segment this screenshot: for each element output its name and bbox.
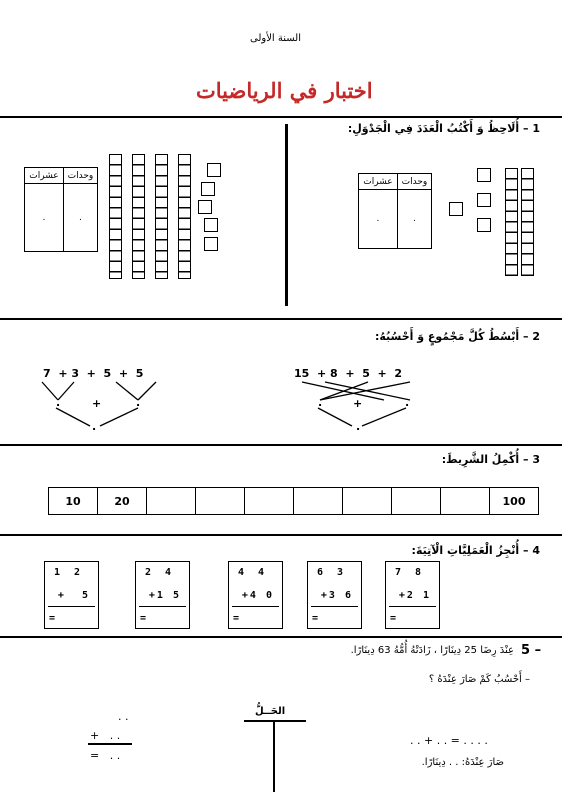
sum-line xyxy=(311,606,358,607)
vertical-top[interactable]: . . xyxy=(118,710,129,723)
unit-cube xyxy=(477,168,491,182)
divider-5 xyxy=(0,636,562,638)
sum-line xyxy=(48,606,95,607)
strip-cell[interactable]: 100 xyxy=(489,488,538,514)
sum-line xyxy=(232,606,279,607)
addition-card[interactable] xyxy=(135,561,190,629)
strip-cell[interactable] xyxy=(146,488,195,514)
q4-label: 4 – أُنْجِزُ الْعَمَلِيَّاتِ الْآتِيَةَ: xyxy=(411,544,540,557)
unit-cube xyxy=(201,182,215,196)
addition-card[interactable] xyxy=(228,561,283,629)
addition-card[interactable] xyxy=(307,561,362,629)
addend-top: 6 3 xyxy=(316,567,347,578)
number-strip xyxy=(48,487,539,515)
tens-header: عشرات xyxy=(359,174,398,190)
q1-center-divider xyxy=(285,124,288,306)
q1-right-place-value-table xyxy=(358,173,432,249)
units-answer[interactable]: . xyxy=(63,184,97,252)
q2-right-plus: + xyxy=(353,397,363,410)
divider-2 xyxy=(0,318,562,320)
q2-right-expression: 15 + 8 + 5 + 2 xyxy=(294,367,403,380)
units-answer[interactable]: . xyxy=(397,190,431,249)
q2-left-result-dot: . xyxy=(92,420,97,433)
q5-number: 5 – xyxy=(521,643,542,658)
answer-sentence[interactable]: صَارَ عِنْدَهُ: . . دِينَارًا. xyxy=(421,757,504,768)
equation-blank[interactable]: . . + . . = . . . . xyxy=(410,734,488,747)
addend-bottom: +1 5 xyxy=(148,590,181,601)
equals-sign: = xyxy=(312,613,319,624)
vertical-result[interactable]: = . . xyxy=(90,749,121,762)
addition-card[interactable] xyxy=(385,561,440,629)
addition-card[interactable] xyxy=(44,561,99,629)
tens-answer[interactable]: . xyxy=(359,190,398,249)
q2-right-dot: . xyxy=(405,396,410,409)
addend-top: 1 2 xyxy=(53,567,84,578)
solution-bar xyxy=(244,720,306,722)
addend-bottom: +2 1 xyxy=(398,590,431,601)
strip-cell[interactable] xyxy=(195,488,244,514)
solution-label: الحَــلُّ xyxy=(255,706,286,717)
equals-sign: = xyxy=(233,613,240,624)
unit-cube xyxy=(207,163,221,177)
addend-bottom: +4 0 xyxy=(241,590,274,601)
unit-cube xyxy=(477,218,491,232)
unit-cube xyxy=(204,237,218,251)
strip-cell[interactable] xyxy=(440,488,489,514)
ten-rod xyxy=(505,168,518,276)
strip-cell[interactable] xyxy=(342,488,391,514)
unit-cube xyxy=(477,193,491,207)
equals-sign: = xyxy=(390,613,397,624)
q3-label: 3 – أُكْمِلُ الشَّرِيطَ: xyxy=(441,453,540,466)
units-header: وحدات xyxy=(63,168,97,184)
strip-cell[interactable]: 10 xyxy=(65,494,81,508)
ten-rod xyxy=(178,154,191,279)
solution-stem xyxy=(273,720,275,792)
units-header: وحدات xyxy=(397,174,431,190)
tens-answer[interactable]: . xyxy=(25,184,64,252)
divider-4 xyxy=(0,534,562,536)
strip-cell[interactable] xyxy=(391,488,440,514)
q2-right-result-dot: . xyxy=(356,420,361,433)
strip-cell[interactable] xyxy=(293,488,342,514)
divider-1 xyxy=(0,116,562,118)
q2-left-expression: 7 + 3 + 5 + 5 xyxy=(43,367,144,380)
strip-cell[interactable] xyxy=(244,488,293,514)
addend-bottom: + 5 xyxy=(57,590,90,601)
q5-statement: عِنْدَ رِضَا 25 دِينَارًا ، زَادَتْهُ أُمُّهُ 63 دِينَارًا. xyxy=(350,645,514,656)
page-title: اختبار في الرياضيات xyxy=(196,78,373,103)
q2-left-dot: . xyxy=(56,396,61,409)
divider-3 xyxy=(0,444,562,446)
unit-cube xyxy=(204,218,218,232)
q2-left-dot: . xyxy=(136,396,141,409)
ten-rod xyxy=(132,154,145,279)
q5-question: – أَحْسُبُ كَمْ صَارَ عِنْدَهُ ؟ xyxy=(428,674,530,685)
q2-left-links xyxy=(28,380,178,440)
q2-label: 2 – أَبْسُطُ كُلَّ مَجْمُوعٍ وَ أَحْسُبُهُ: xyxy=(374,330,540,343)
q2-left-plus: + xyxy=(92,397,102,410)
q2-right-dot: . xyxy=(318,396,323,409)
q1-label: 1 – أُلَاحِظُ وَ أَكْتُبُ الْعَدَدَ فِي الْجَدْوَلِ: xyxy=(347,122,540,135)
vertical-middle[interactable]: + . . xyxy=(90,729,121,742)
strip-cell[interactable]: 20 xyxy=(97,488,146,514)
addend-bottom: +3 6 xyxy=(320,590,353,601)
addend-top: 2 4 xyxy=(144,567,175,578)
grade-label: السنة الأولى xyxy=(250,33,301,44)
ten-rod xyxy=(155,154,168,279)
equals-sign: = xyxy=(140,613,147,624)
unit-cube xyxy=(449,202,463,216)
addend-top: 7 8 xyxy=(394,567,425,578)
sum-line xyxy=(139,606,186,607)
ten-rod xyxy=(521,168,534,276)
q1-left-place-value-table xyxy=(24,167,98,252)
equals-sign: = xyxy=(49,613,56,624)
sum-line xyxy=(389,606,436,607)
ten-rod xyxy=(109,154,122,279)
tens-header: عشرات xyxy=(25,168,64,184)
addend-top: 4 4 xyxy=(237,567,268,578)
unit-cube xyxy=(198,200,212,214)
vertical-sum-line xyxy=(88,743,132,745)
